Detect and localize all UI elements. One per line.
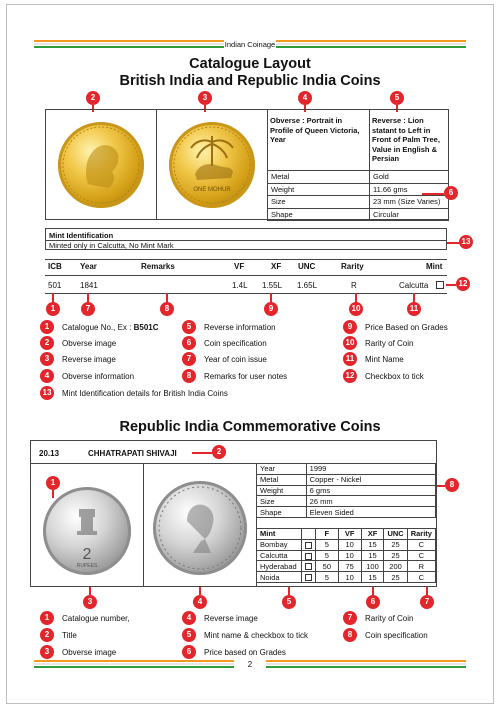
marker-4: 4	[298, 91, 312, 105]
marker-arrow	[447, 242, 459, 244]
coin-rupee-text: RUPEES	[76, 563, 98, 569]
legend-item: 3 Obverse image	[40, 645, 116, 659]
mint-checkbox[interactable]	[436, 281, 444, 289]
section-title-commemorative: Republic India Commemorative Coins	[119, 419, 381, 435]
marker-5: 5	[390, 91, 404, 105]
marker-6: 6	[444, 186, 458, 200]
legend-item: 5 Reverse information	[182, 320, 276, 334]
mint-identification-title: Mint Identification	[49, 231, 114, 240]
legend-item: 4 Reverse image	[182, 611, 258, 625]
mint-checkbox[interactable]	[305, 574, 312, 581]
marker-8: 8	[445, 478, 459, 492]
value-vf: 1.4L	[232, 281, 248, 290]
mint-row: Noida 5 10 15 25 C	[257, 572, 436, 583]
mint-identification-value: Minted only in Calcutta, No Mint Mark	[49, 241, 174, 250]
mint-row: Hyderabad 50 75 100 200 R	[257, 561, 436, 572]
col-mint: Mint	[426, 262, 443, 271]
coin-value-text: 2	[82, 546, 92, 563]
marker-6: 6	[366, 595, 380, 609]
legend-item: 10 Rarity of Coin	[343, 336, 413, 350]
mint-checkbox[interactable]	[305, 563, 312, 570]
marker-12: 12	[456, 277, 470, 291]
obverse-coin-image	[43, 487, 131, 575]
value-icb: 501	[48, 281, 62, 290]
marker-13: 13	[459, 235, 473, 249]
reverse-coin-image	[153, 481, 247, 575]
legend-item: 2 Title	[40, 628, 77, 642]
marker-1: 1	[46, 476, 60, 490]
col-remarks: Remarks	[141, 262, 175, 271]
marker-3: 3	[198, 91, 212, 105]
marker-2: 2	[86, 91, 100, 105]
col-year: Year	[80, 262, 97, 271]
marker-2: 2	[212, 445, 226, 459]
mint-checkbox[interactable]	[305, 542, 312, 549]
obverse-information: Obverse : Portrait in Profile of Queen Victoria, Year	[270, 116, 360, 144]
col-unc: UNC	[298, 262, 316, 271]
legend-item: 4 Obverse information	[40, 369, 134, 383]
legend-item: 1 Catalogue No., Ex : B501C	[40, 320, 159, 334]
marker-1: 1	[46, 302, 60, 316]
marker-7: 7	[81, 302, 95, 316]
value-xf: 1.55L	[262, 281, 283, 290]
page-number: 2	[247, 660, 253, 669]
value-rarity: R	[351, 281, 357, 290]
col-rarity: Rarity	[341, 262, 364, 271]
col-icb: ICB	[48, 262, 62, 271]
coin-layout-box	[45, 109, 449, 220]
legend-item: 9 Price Based on Grades	[343, 320, 448, 334]
legend-item: 3 Reverse image	[40, 352, 116, 366]
col-xf: XF	[271, 262, 282, 271]
mint-row: Bombay 5 10 15 25 C	[257, 539, 436, 550]
reverse-coin-image	[169, 122, 255, 208]
marker-7: 7	[420, 595, 434, 609]
marker-arrow	[422, 193, 444, 195]
legend-item: 7 Rarity of Coin	[343, 611, 413, 625]
legend-item: 6 Coin specification	[182, 336, 267, 350]
obverse-coin-image	[58, 122, 144, 208]
marker-5: 5	[282, 595, 296, 609]
coin-spec-table: Metal Gold Weight 11.66 gms Size 23 mm (Size Varies) Shape Circular	[267, 170, 449, 221]
header-title: Indian Coinage	[224, 40, 276, 49]
marker-arrow	[437, 485, 445, 487]
catalogue-number: 20.13	[39, 449, 60, 458]
section-title-british: British India and Republic India Coins	[119, 73, 381, 89]
legend-item: 8 Remarks for user notes	[182, 369, 287, 383]
page-title: Catalogue Layout	[189, 56, 311, 72]
coin-title: CHHATRAPATI SHIVAJI	[88, 449, 177, 458]
marker-arrow	[192, 452, 212, 454]
marker-10: 10	[349, 302, 363, 316]
col-vf: VF	[234, 262, 245, 271]
marker-arrow	[446, 284, 456, 286]
legend-item: 12 Checkbox to tick	[343, 369, 424, 383]
marker-3: 3	[83, 595, 97, 609]
marker-9: 9	[264, 302, 278, 316]
reverse-information: Reverse : Lion statant to Left in Front of Palm Tree, Value in English & Persian	[372, 116, 440, 163]
value-unc: 1.65L	[297, 281, 318, 290]
marker-8: 8	[160, 302, 174, 316]
mint-identification-box	[45, 228, 447, 250]
legend-item: 11 Mint Name	[343, 352, 404, 366]
mint-price-table: Mint F VF XF UNC Rarity Bombay 5 10 15 25 C Calcutta 5 10 15 25 C Hyderabad 50 75 100 200 R Noida 5 10 15 25 C	[256, 528, 436, 583]
commemorative-layout-box	[30, 440, 437, 587]
mint-checkbox[interactable]	[305, 553, 312, 560]
marker-11: 11	[407, 302, 421, 316]
legend-item: 13 Mint Identification details for British India Coins	[40, 386, 228, 400]
mint-row: Calcutta 5 10 15 25 C	[257, 550, 436, 561]
coin-value-text: ONE MOHUR	[193, 187, 231, 193]
value-mint: Calcutta	[399, 281, 429, 290]
marker-4: 4	[193, 595, 207, 609]
legend-item: 6 Price based on Grades	[182, 645, 286, 659]
value-year: 1841	[80, 281, 98, 290]
legend-item: 7 Year of coin issue	[182, 352, 267, 366]
legend-item: 5 Mint name & checkbox to tick	[182, 628, 308, 642]
coin-spec-table: Year 1999 Metal Copper - Nickel Weight 6 gms Size 26 mm Shape Eleven Sided	[256, 463, 436, 518]
legend-item: 2 Obverse image	[40, 336, 116, 350]
legend-item: 8 Coin specification	[343, 628, 428, 642]
legend-item: 1 Catalogue number,	[40, 611, 130, 625]
